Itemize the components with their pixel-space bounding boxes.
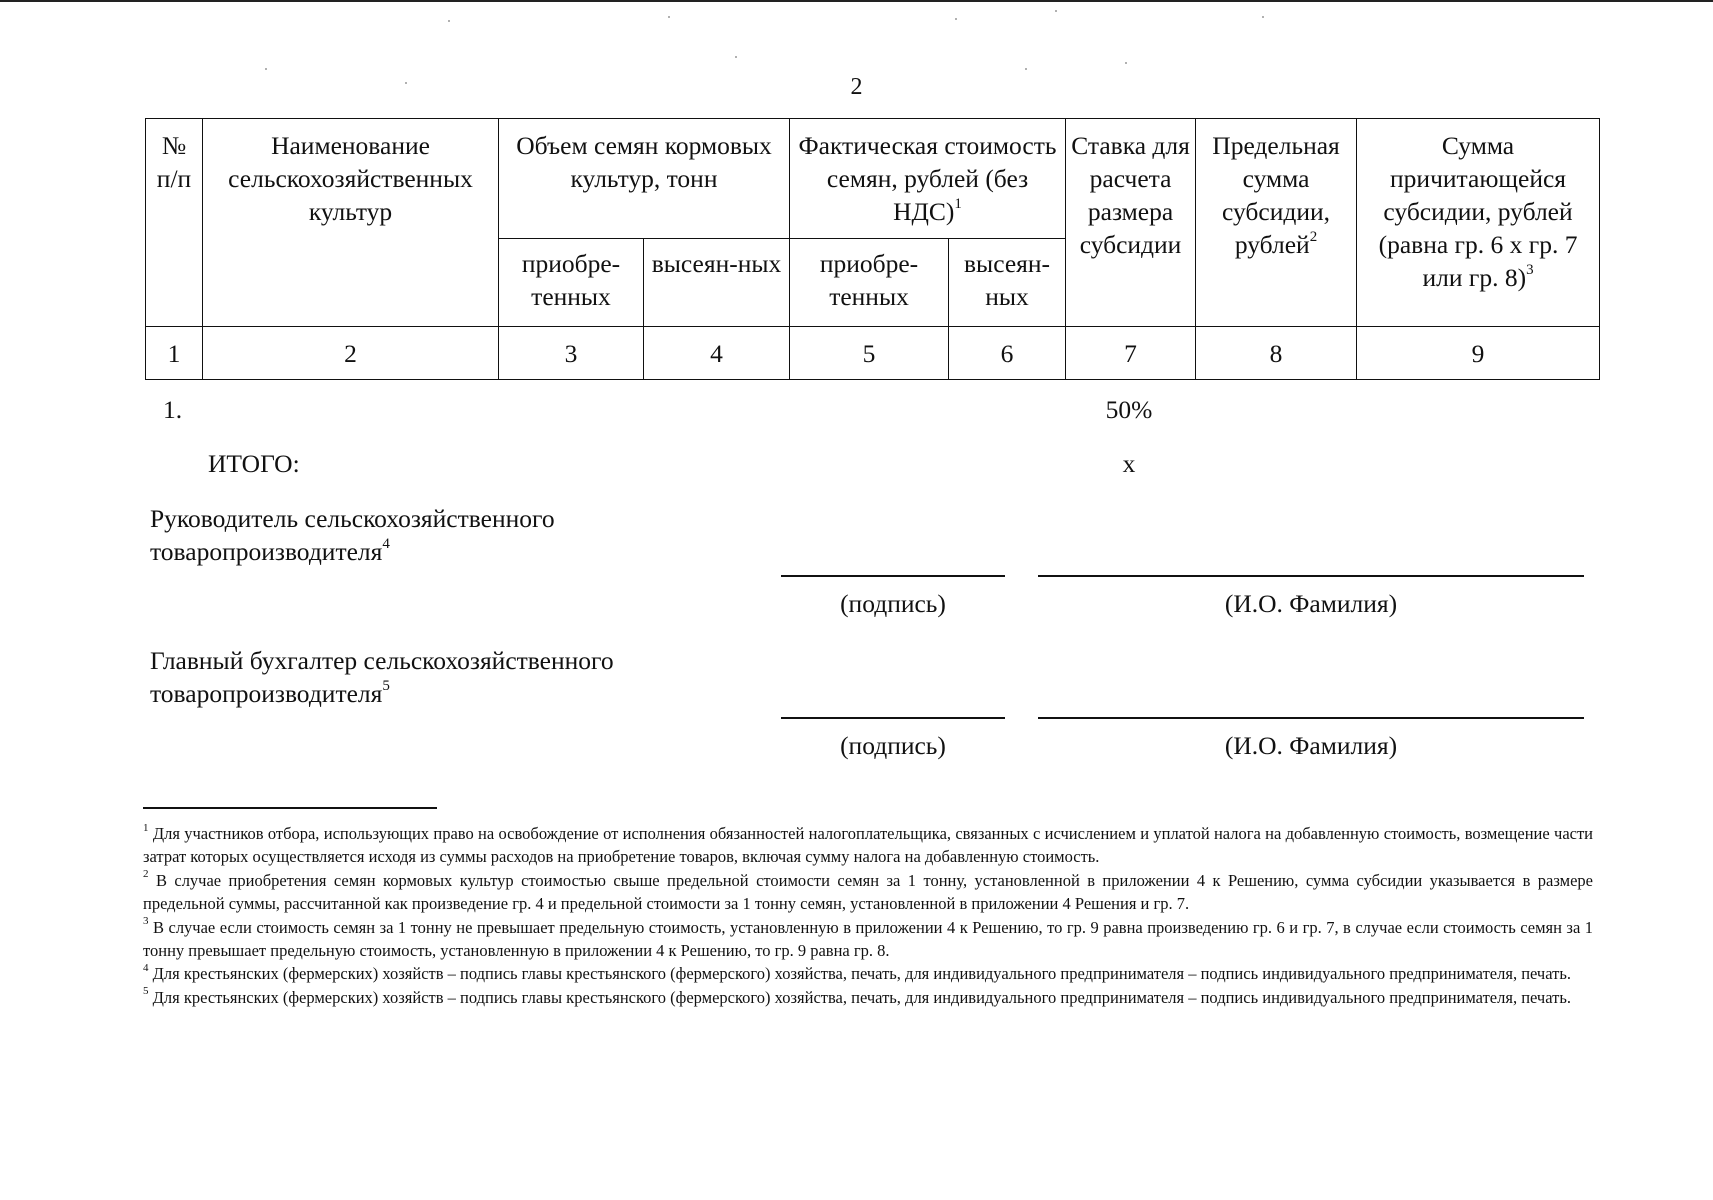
header-cost-sown: высеян-ных	[949, 239, 1066, 327]
scan-speck	[1025, 68, 1027, 70]
column-number: 5	[790, 327, 949, 380]
header-volume-purchased: приобре-тенных	[499, 239, 644, 327]
scan-speck	[1055, 10, 1057, 12]
head-name-caption: (И.О. Фамилия)	[1224, 589, 1398, 618]
scan-speck	[265, 68, 267, 70]
rate-value: 50%	[1105, 395, 1153, 424]
footnote-1	[143, 822, 1593, 869]
header-num: № п/п	[146, 119, 203, 327]
accountant-role-line1: Главный бухгалтер сельскохозяйственного	[150, 646, 614, 675]
footnote-text: В случае приобретения семян кормовых культур стоимостью свыше предельной стоимости семян за 1 тонну, установленной в приложении 4 к Решению, сумма субсидии указывается в размере предельной суммы, рассчитанной как произведение гр. 4 и предельной стоимости за 1 тонну семян, установленной в приложении 4 Решения и гр. 7.	[143, 870, 1593, 914]
scan-speck	[448, 20, 450, 22]
scan-speck	[1125, 62, 1127, 64]
accountant-role-text: товаропроизводителя	[150, 679, 383, 708]
header-volume-sown: высеян-ных	[644, 239, 790, 327]
column-number: 7	[1066, 327, 1196, 380]
scan-speck	[735, 56, 737, 58]
header-limit-sum-text: Предельная сумма субсидии, рублей	[1212, 131, 1340, 259]
column-number: 2	[203, 327, 499, 380]
accountant-name-caption: (И.О. Фамилия)	[1224, 731, 1398, 760]
head-role-text: товаропроизводителя	[150, 537, 383, 566]
footnote-ref-4: 4	[382, 535, 390, 552]
accountant-role-line2	[150, 677, 390, 710]
footnote-mark: 3	[143, 915, 149, 928]
footnote-mark: 4	[143, 961, 149, 974]
head-signature-line	[781, 575, 1005, 577]
footnote-text: Для крестьянских (фермерских) хозяйств – подпись главы крестьянского (фермерского) хозяйства, печать, для индивидуального предпринимателя – подпись индивидуального предпринимателя, печать.	[152, 964, 1571, 984]
header-rate: Ставка для расчета размера субсидии	[1066, 119, 1196, 327]
footnote-mark: 2	[143, 868, 149, 881]
footnote-mark: 1	[143, 821, 149, 834]
footnote-ref-2: 2	[1309, 228, 1318, 245]
accountant-signature-line	[781, 717, 1005, 719]
head-signature-caption: (подпись)	[840, 589, 946, 618]
column-number: 8	[1196, 327, 1357, 380]
scan-speck	[668, 16, 670, 18]
footnote-text: Для участников отбора, использующих право на освобождение от исполнения обязанностей налогоплательщика, связанных с исчислением и уплатой налога на добавленную стоимость, возмещение части затрат которых осуществляется исходя из суммы расходов на приобретение товаров, включая сумму налога на добавленную стоимость.	[143, 824, 1594, 867]
column-number: 9	[1357, 327, 1600, 380]
header-actual-cost-text: Фактическая стоимость семян, рублей (без НДС)	[798, 131, 1057, 226]
head-name-line	[1038, 575, 1584, 577]
footnote-text: В случае если стоимость семян за 1 тонну не превышает предельную стоимость, установленную в приложении 4 к Решению, то гр. 9 равна произведению гр. 6 и гр. 7, в случае если стоимость семян за 1 тонну превышает предельную стоимость, установленную в приложении 4 к Решению, то гр. 9 равна гр. 8.	[143, 917, 1594, 961]
subsidy-calculation-table	[145, 118, 1600, 380]
accountant-signature-caption: (подпись)	[840, 731, 946, 760]
page-number: 2	[850, 74, 863, 100]
total-label: ИТОГО:	[208, 449, 300, 478]
column-number: 6	[949, 327, 1066, 380]
footnote-separator	[143, 807, 437, 809]
head-role-line2	[150, 535, 390, 568]
footnote-4	[143, 962, 1593, 985]
column-number-row	[146, 327, 1600, 380]
head-role-line1: Руководитель сельскохозяйственного	[150, 504, 555, 533]
header-cost-purchased: приобре-тенных	[790, 239, 949, 327]
footnote-ref-1: 1	[954, 195, 962, 212]
header-crop-name: Наименование сельскохозяйственных культур	[203, 119, 499, 327]
accountant-name-line	[1038, 717, 1584, 719]
header-seed-volume: Объем семян кормовых культур, тонн	[499, 119, 790, 239]
header-due-sum	[1357, 119, 1600, 327]
footnotes	[143, 822, 1593, 1009]
column-number: 3	[499, 327, 644, 380]
footnote-2	[143, 869, 1593, 916]
top-border-line	[0, 0, 1713, 2]
total-rate-mark: х	[1122, 449, 1136, 478]
footnote-5	[143, 986, 1593, 1009]
header-due-sum-text: Сумма причитающейся субсидии, рублей (равна гр. 6 х гр. 7 или гр. 8)	[1378, 131, 1578, 292]
header-limit-sum	[1196, 119, 1357, 327]
column-number: 1	[146, 327, 203, 380]
header-actual-cost	[790, 119, 1066, 239]
row-number: 1.	[163, 395, 183, 424]
scan-speck	[1262, 16, 1264, 18]
footnote-mark: 5	[143, 985, 149, 998]
footnote-ref-3: 3	[1526, 261, 1534, 278]
footnote-ref-5: 5	[382, 677, 390, 694]
column-number: 4	[644, 327, 790, 380]
scan-speck	[955, 18, 957, 20]
footnote-text: Для крестьянских (фермерских) хозяйств – подпись главы крестьянского (фермерского) хозяйства, печать, для индивидуального предпринимателя – подпись индивидуального предпринимателя, печать.	[152, 987, 1571, 1007]
footnote-3	[143, 916, 1593, 963]
